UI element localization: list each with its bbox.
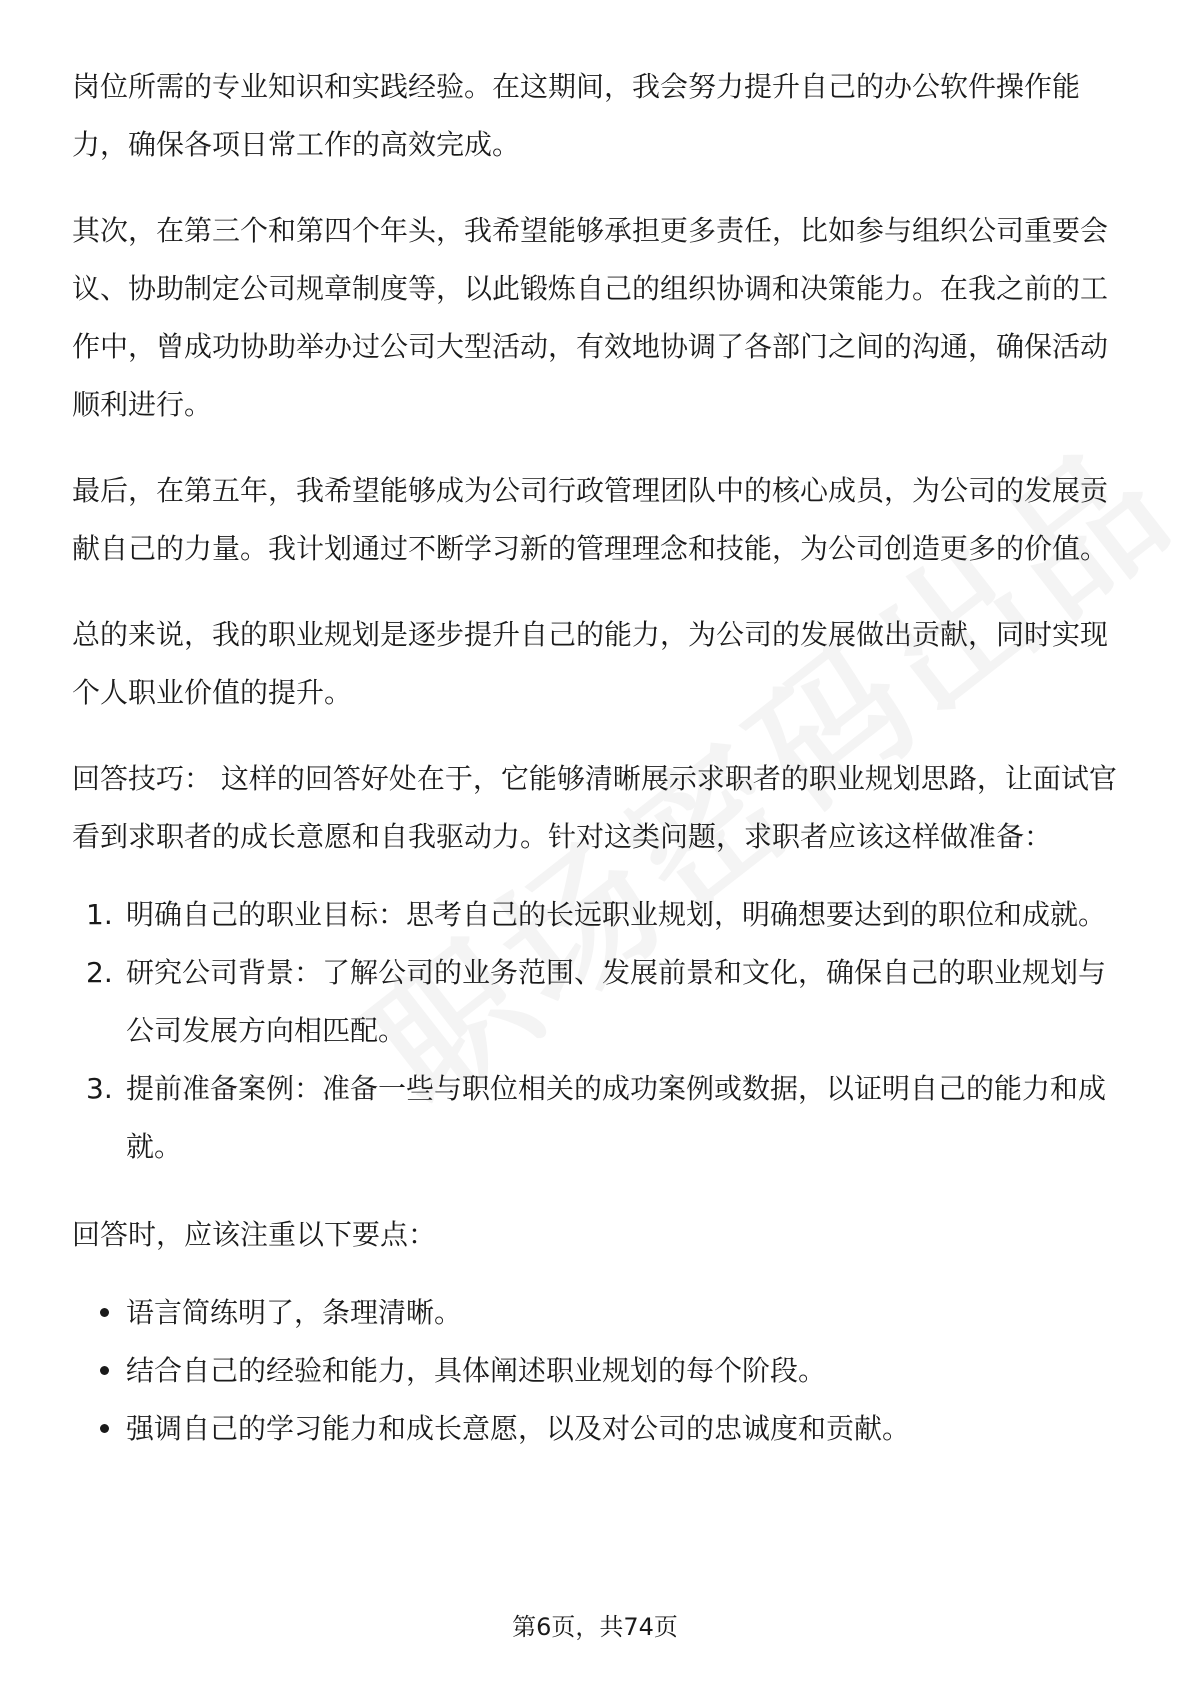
paragraph-4: 总的来说，我的职业规划是逐步提升自己的能力，为公司的发展做出贡献，同时实现个人职业价值的提升。 (72, 618, 1109, 709)
page-number-footer: 第6页，共74页 (512, 1613, 678, 1641)
paragraph-3: 最后，在第五年，我希望能够成为公司行政管理团队中的核心成员，为公司的发展贡献自己的力量。我计划通过不断学习新的管理理念和技能，为公司创造更多的价值。 (72, 474, 1109, 565)
list-item-text: 明确自己的职业目标：思考自己的长远职业规划，明确想要达到的职位和成就。 (126, 898, 1107, 931)
list-number: 1. (86, 898, 113, 931)
list-item (72, 1060, 1122, 1176)
list-item-text: 提前准备案例：准备一些与职位相关的成功案例或数据，以证明自己的能力和成就。 (126, 1072, 1107, 1163)
list-item (72, 1284, 1122, 1342)
paragraph-2: 其次，在第三个和第四个年头，我希望能够承担更多责任，比如参与组织公司重要会议、协助制定公司规章制度等，以此锻炼自己的组织协调和决策能力。在我之前的工作中，曾成功协助举办过公司大型活动，有效地协调了各部门之间的沟通，确保活动顺利进行。 (72, 214, 1109, 421)
paragraph-answer-tips: 回答技巧： 这样的回答好处在于，它能够清晰展示求职者的职业规划思路，让面试官看到求职者的成长意愿和自我驱动力。针对这类问题，求职者应该这样做准备： (72, 762, 1117, 853)
list-item (72, 1400, 1122, 1458)
list-item (72, 944, 1122, 1060)
list-number: 3. (86, 1072, 113, 1105)
list-item-text: 语言简练明了，条理清晰。 (126, 1296, 463, 1329)
list-item-text: 结合自己的经验和能力，具体阐述职业规划的每个阶段。 (126, 1354, 827, 1387)
key-points-list (72, 1284, 1122, 1458)
list-item (72, 1342, 1122, 1400)
bullet-icon (100, 1424, 109, 1433)
list-number: 2. (86, 956, 113, 989)
points-intro: 回答时，应该注重以下要点： (72, 1218, 437, 1251)
list-item-text: 研究公司背景：了解公司的业务范围、发展前景和文化，确保自己的职业规划与公司发展方向相匹配。 (126, 956, 1107, 1047)
bullet-icon (100, 1308, 109, 1317)
paragraph-1: 岗位所需的专业知识和实践经验。在这期间，我会努力提升自己的办公软件操作能力，确保各项日常工作的高效完成。 (72, 70, 1081, 161)
bullet-icon (100, 1366, 109, 1375)
list-item (72, 886, 1122, 944)
preparation-steps-list (72, 886, 1122, 1176)
page-content (72, 58, 1122, 1458)
list-item-text: 强调自己的学习能力和成长意愿，以及对公司的忠诚度和贡献。 (126, 1412, 911, 1445)
